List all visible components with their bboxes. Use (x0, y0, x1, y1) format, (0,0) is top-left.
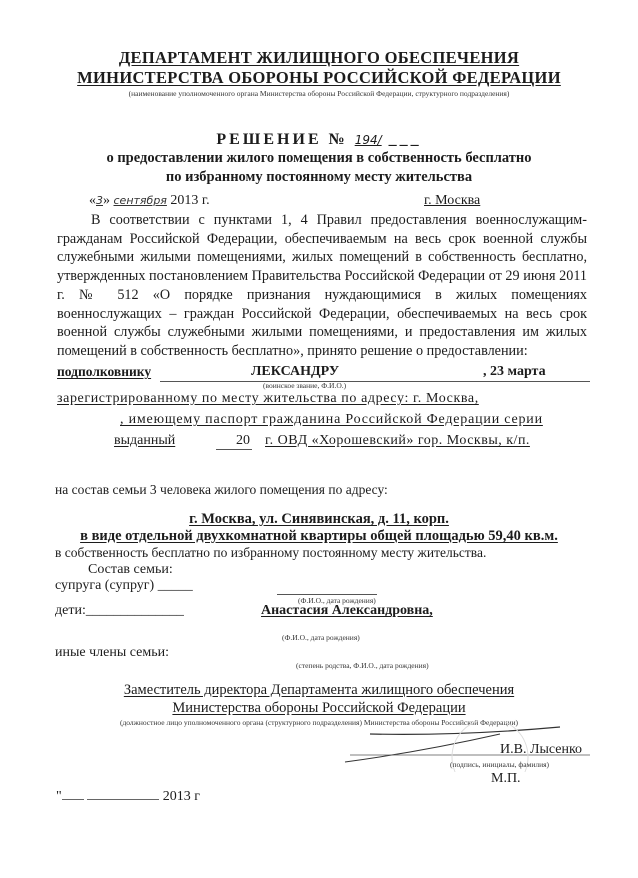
signature-stroke-2 (345, 734, 500, 762)
city-text: г. Москва (424, 193, 481, 208)
quote-open: « (89, 193, 96, 208)
signer-position-line2: Министерства обороны Российской Федерации (172, 700, 466, 716)
seal-mark: М.П. (491, 771, 521, 786)
other-members-label: иные члены семьи: (55, 645, 169, 660)
bottom-date-year: 2013 г (162, 789, 200, 804)
ownership-statement: в собственность бесплатно по избранному постоянному месту жительства. (55, 545, 487, 560)
bottom-date-quote: " (56, 789, 62, 804)
family-size-intro: на состав семьи 3 человека жилого помещения по адресу: (55, 482, 388, 497)
decision-title (0, 131, 638, 149)
spouse-label: супруга (супруг) _____ (55, 578, 193, 593)
registration-address: зарегистрированному по месту жительства по адресу: г. Москва, (57, 391, 479, 406)
passport-issued-year: 20 (236, 433, 250, 448)
housing-address: г. Москва, ул. Синявинская, д. 11, корп. (189, 511, 449, 527)
decision-city (424, 193, 480, 209)
department-caption: (наименование уполномоченного органа Министерства обороны Российской Федерации, структурного подразделения) (128, 89, 510, 98)
department-name-line2: МИНИСТЕРСТВА ОБОРОНЫ РОССИЙСКОЙ ФЕДЕРАЦИИ (77, 68, 561, 87)
passport-info: , имеющему паспорт гражданина Российской Федерации серии (120, 412, 543, 427)
other-members-caption: (степень родства, Ф.И.О., дата рождения) (296, 661, 429, 670)
decision-number: 194/ (354, 133, 382, 147)
date-month: сентября (113, 194, 167, 207)
decision-label: РЕШЕНИЕ № (216, 131, 348, 148)
signer-name: И.В. Лысенко (500, 742, 583, 757)
bottom-date-month-blank (87, 787, 159, 800)
bottom-date (56, 787, 200, 805)
signer-position-line1: Заместитель директора Департамента жилищного обеспечения (123, 682, 515, 698)
recipient-underline (160, 381, 590, 382)
decision-subtitle-line2: по избранному постоянному месту жительства (165, 169, 473, 185)
decision-subtitle-line1: о предоставлении жилого помещения в собственность бесплатно (106, 150, 532, 166)
quote-close: » (103, 193, 110, 208)
date-day: 3 (96, 194, 103, 207)
recipient-dob: , 23 марта (483, 364, 546, 379)
signer-caption: (подпись, инициалы, фамилия) (450, 760, 550, 769)
rank-caption: (воинское звание, Ф.И.О.) (263, 381, 347, 390)
department-name-line1: ДЕПАРТАМЕНТ ЖИЛИЩНОГО ОБЕСПЕЧЕНИЯ (118, 48, 520, 67)
signer-position-caption: (должностное лицо уполномоченного органа (структурного подразделения) Министерства обороны Российской Федерации) (119, 718, 519, 727)
spouse-underline (277, 594, 377, 595)
decision-number-suffix: ___ (388, 131, 422, 148)
children-label: дети:______________ (55, 603, 184, 618)
family-composition-title: Состав семьи: (88, 562, 173, 577)
housing-apartment: в виде отдельной двухкомнатной квартиры общей площадью 59,40 кв.м. (80, 528, 558, 544)
date-year: 2013 г. (170, 193, 210, 208)
preamble-paragraph: В соответствии с пунктами 1, 4 Правил предоставления военнослужащим-гражданам Российской Федерации, обеспечиваемым на весь срок военной службы служебными жилыми помещениями, жилых помещений в собственность бесплатно, утвержденных постановлением Правительства Российской Федерации от 29 июня 2011 г. № 512 «О порядке признания нуждающимися в жилых помещениях военнослужащих – граждан Российской Федерации, обеспечиваемых на весь срок военной службы служебными жилыми помещениями, и предоставления им жилых помещений в собственность бесплатно», принято решение о предоставлении: (57, 212, 587, 359)
spouse-caption: (Ф.И.О., дата рождения) (298, 596, 376, 605)
recipient-rank: подполковнику (57, 364, 152, 379)
recipient-name: ЛЕКСАНДРУ (251, 364, 340, 379)
decision-date (89, 193, 210, 209)
children-caption: (Ф.И.О., дата рождения) (282, 633, 360, 642)
bottom-date-day-blank (62, 787, 84, 800)
issued-year-underline (216, 449, 252, 450)
passport-issued-label: выданный (114, 433, 176, 448)
passport-issued-by: г. ОВД «Хорошевский» гор. Москвы, к/п. (265, 433, 530, 448)
child-name: Анастасия Александровна, (261, 603, 433, 618)
